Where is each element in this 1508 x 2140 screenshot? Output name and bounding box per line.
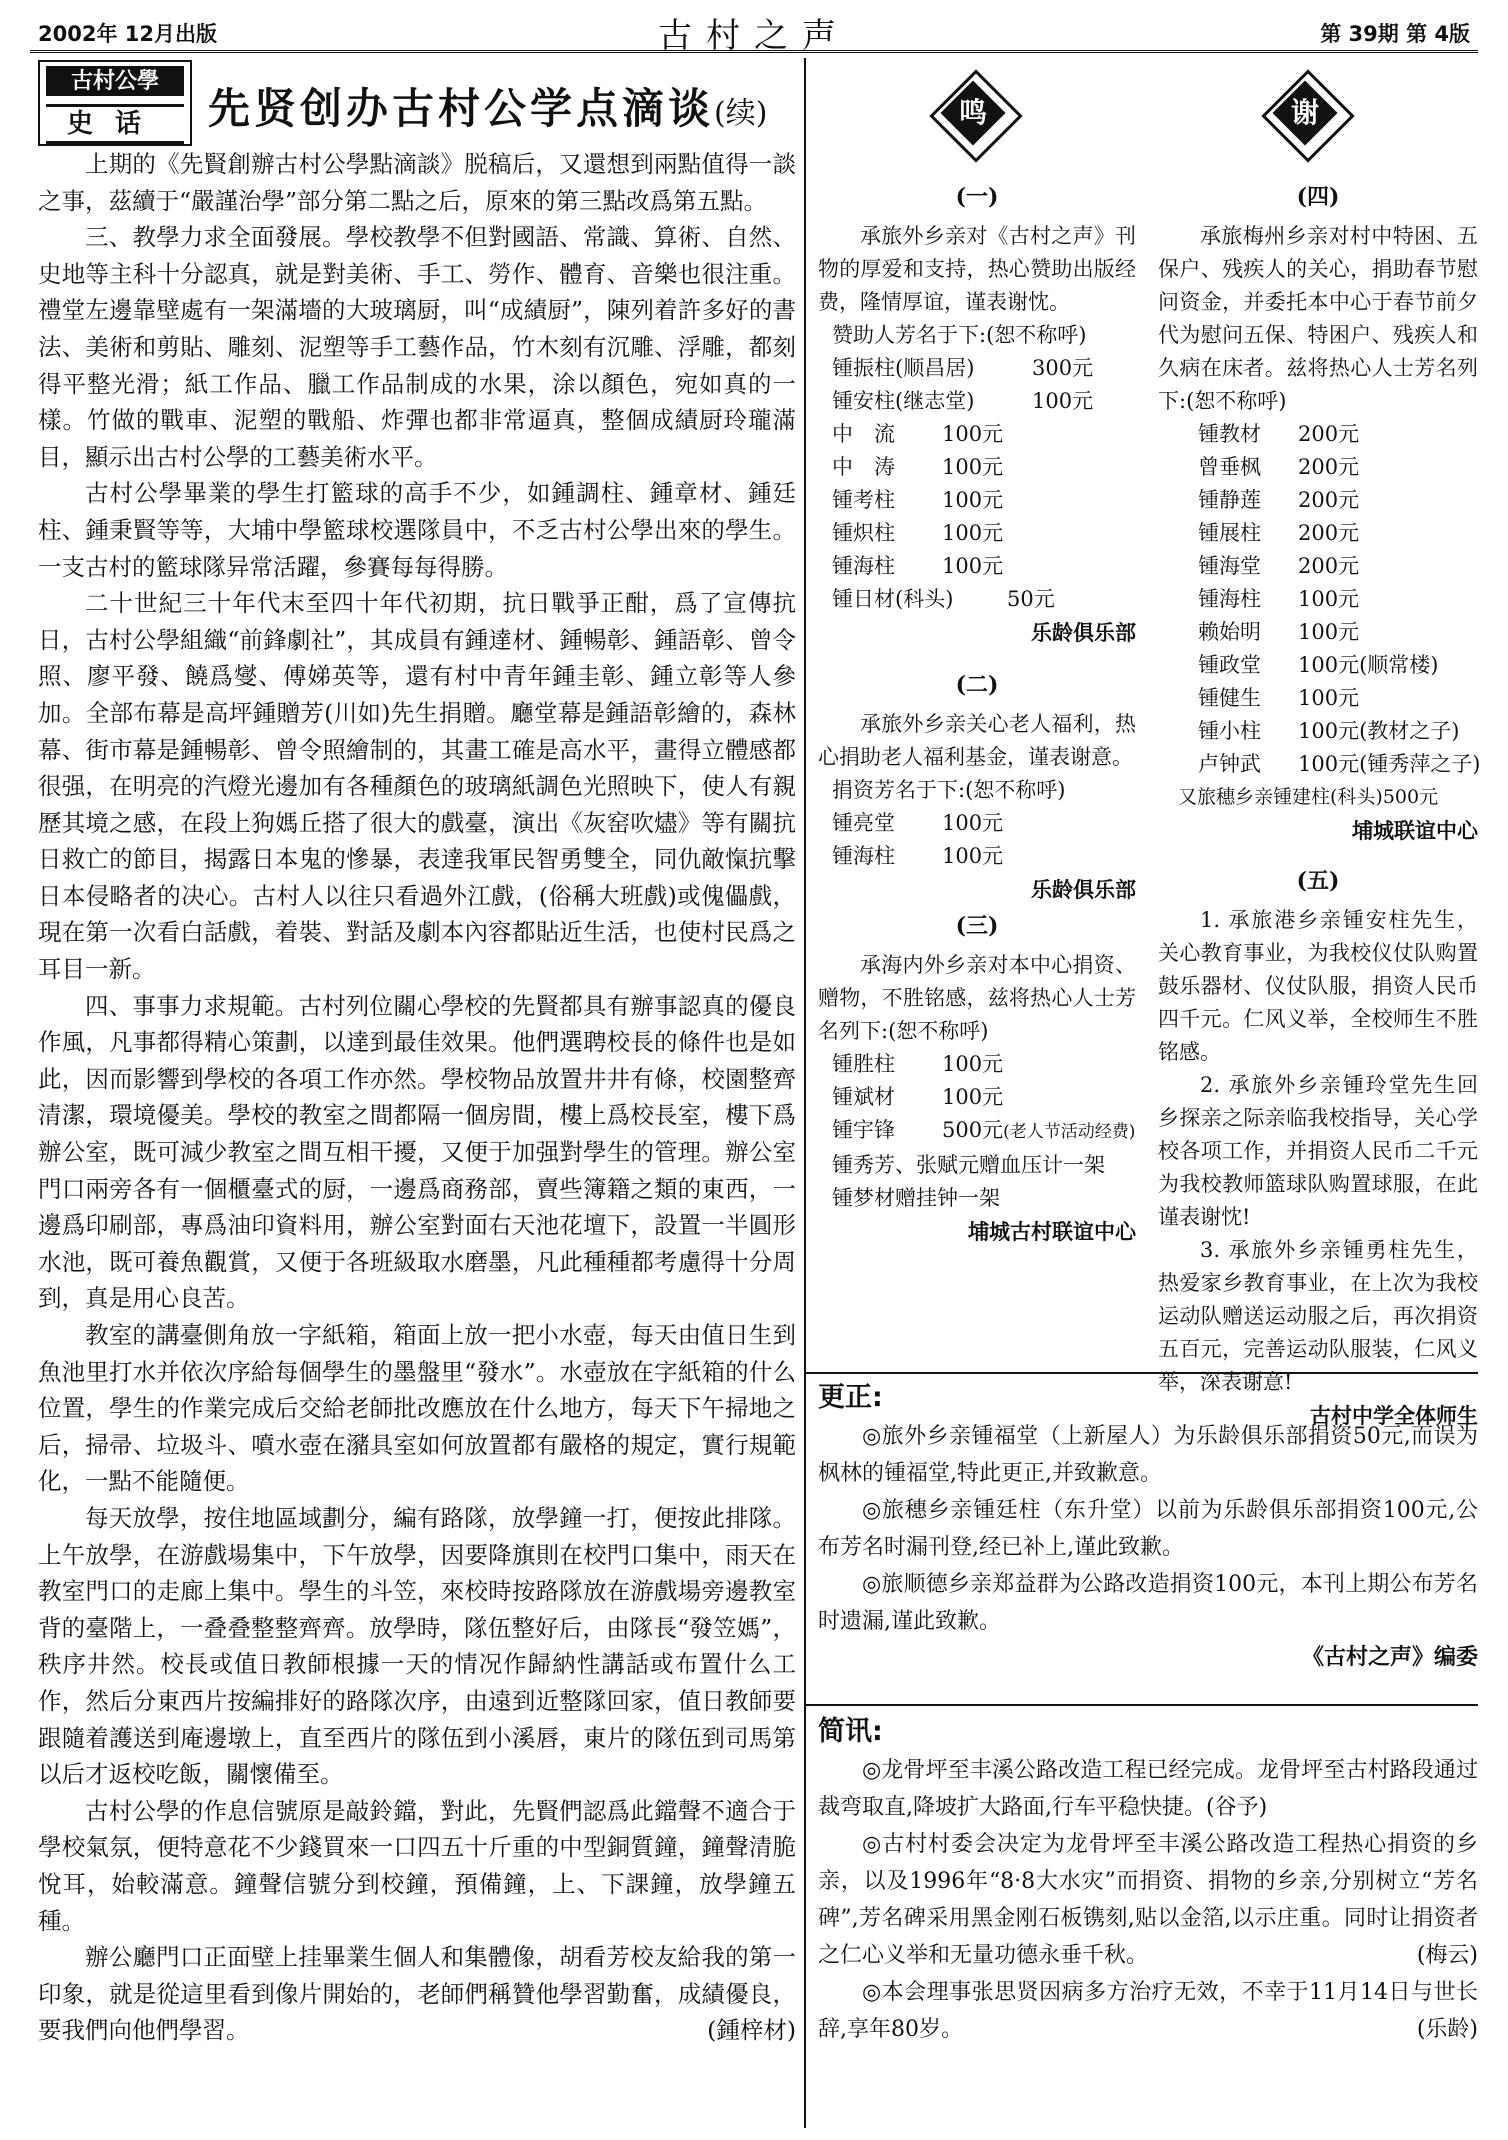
article-paragraph: 二十世紀三十年代末至四十年代初期，抗日戰爭正酣，爲了宣傳抗日，古村公學組織“前鋒劇社”，其成員有鍾達材、鍾暢彰、鍾語彰、曾令照、廖平發、饒爲燮、傅娣英等，還有村中青年鍾圭彰、鍾立彰等人參加。全部布幕是高坪鍾贈芳(川如)先生捐贈。廳堂幕是鍾語彰繪的，森林幕、街市幕是鍾暢彰、曾令照繪制的，其畫工確是高水平，畫得立體感都很强，在明亮的汽燈光邊加有各種顏色的玻璃紙調色光照映下，使人有親歷其境之感，在段上狗媽丘搭了很大的戲臺，演出《灰窑吹燼》等有關抗日救亡的節目，揭露日本鬼的慘暴，表達我軍民智勇雙全，同仇敵愾抗擊日本侵略者的决心。古村人以往只看過外江戲，(俗稱大班戲)或傀儡戲，現在第一次看白話戲，着裝、對話及劇本內容都貼近生活，也使村民爲之耳目一新。 [38, 589, 796, 984]
article-paragraph: 教室的講臺側角放一字紙箱，箱面上放一把小水壺，每天由值日生到魚池里打水并依次序給每個學生的墨盤里“發水”。水壺放在字紙箱的什么位置，學生的作業完成后交給老師批改應放在什么地方，每天下午掃地之后，掃帚、垃圾斗、噴水壺在瀦具室如何放置都有嚴格的規定，實行規範化，一點不能隨便。 [38, 1321, 796, 1496]
donor-list [1158, 418, 1481, 781]
section-signature: 乐龄俱乐部 [1031, 877, 1136, 902]
correction-item: ◎旅顺德乡亲郑益群为公路改造捐资100元，本刊上期公布芳名时遗漏,谨此致歉。 [818, 1572, 1478, 1634]
section-number: (三) [955, 913, 999, 939]
article-title-suffix: (续) [714, 96, 768, 131]
donor-list [818, 352, 1136, 616]
badge-bottom-label: 史话 [46, 104, 184, 144]
donor-row: 锺炽柱 100元 [832, 521, 1004, 545]
badge-top-label: 古村公學 [46, 66, 184, 96]
article-paragraph [38, 1939, 796, 2049]
news-section [818, 1712, 1478, 2048]
page-header [30, 6, 1478, 56]
section-signature: 埔城联谊中心 [1352, 818, 1478, 843]
article-author: (鍾梓材) [707, 2016, 796, 2045]
donor-row: 锺展柱 200元 [1198, 521, 1360, 545]
news-text: ◎古村村委会决定为龙骨坪至丰溪公路改造工程热心捐资的乡亲，以及1996年“8·8大水灾”而捐资、捐物的乡亲,分别树立“芳名碑”,芳名碑采用黑金刚石板镌刻,贴以金箔,以示庄重。同时让捐资者之仁心义举和无量功德永垂千秋。 [818, 1832, 1478, 1968]
article-title-text: 先贤创办古村公学点滴谈 [208, 84, 715, 133]
list-title: 赞助人芳名于下:(恕不称呼) [832, 323, 1087, 347]
section-number: (五) [1296, 868, 1340, 894]
ming-char: 鸣 [958, 96, 987, 129]
correction-signature: 《古村之声》编委 [1301, 1644, 1478, 1670]
donor-row: 曾垂枫 200元 [1198, 455, 1360, 479]
issue-number: 第 39期 第 4版 [1320, 22, 1470, 46]
history-article [38, 60, 796, 2049]
publish-date: 2002年 12月出版 [38, 22, 217, 46]
thanks-column-left [818, 178, 1136, 1249]
section-signature: 古村中学全体师生 [1310, 1403, 1478, 1428]
news-item [818, 1752, 1478, 1826]
correction-item: ◎旅穗乡亲锺廷柱（东升堂）以前为乐龄俱乐部捐资100元,公布芳名时漏刊登,经已补上,谨此致歉。 [818, 1498, 1478, 1560]
donor-row: 锺教材 200元 [1198, 422, 1360, 446]
donor-list [818, 1048, 1136, 1215]
donor-row: 锺考柱 100元 [832, 488, 1004, 512]
news-byline: (梅云) [1416, 1943, 1478, 1968]
donor-row: 锺振柱(顺昌居) 300元 [832, 356, 1094, 380]
section-number: (四) [1296, 184, 1340, 210]
section-intro: 承旅外乡亲对《古村之声》刊物的厚爱和支持，热心赞助出版经费，隆情厚谊，谨表谢忱。 [818, 224, 1136, 314]
news-text: ◎龙骨坪至丰溪公路改造工程已经完成。龙骨坪至古村路段通过裁弯取直,降坡扩大路面,行车平稳快捷。 [818, 1758, 1478, 1820]
donor-row: 锺海柱 100元 [1198, 587, 1360, 611]
article-paragraph: 古村公學畢業的學生打籃球的高手不少，如鍾調柱、鍾章材、鍾廷柱、鍾秉賢等等，大埔中學籃球校選隊員中，不乏古村公學出來的學生。一支古村的籃球隊异常活躍，參賽每每得勝。 [38, 479, 796, 581]
section-divider [806, 1704, 1478, 1706]
news-item [818, 1826, 1478, 1974]
article-title [208, 76, 767, 136]
xie-emblem [1260, 68, 1350, 158]
thanks-item: 2. 承旅外乡亲锺玲堂先生回乡探亲之际亲临我校指导，关心学校各项工作，并捐资人民币二千元为我校教师篮球队购置球服，在此谨表谢忱! [1158, 1073, 1478, 1229]
column-divider [804, 58, 806, 2128]
article-paragraph: 三、教學力求全面發展。學校教學不但對國語、常識、算術、自然、史地等主科十分認真，就是對美術、手工、勞作、體育、音樂也很注重。禮堂左邊靠壁處有一架滿墻的大玻璃厨，叫“成績厨”，陳列着許多好的書法、美術和剪貼、雕刻、泥塑等手工藝作品，竹木刻有沉雕、浮雕，都刻得平整光滑；紙工作品、臘工作品制成的水果，涂以顏色，宛如真的一樣。竹做的戰車、泥塑的戰船、炸彈也都非常逼真，整個成績厨玲瓏滿目，顯示出古村公學的工藝美術水平。 [38, 223, 796, 471]
news-item [818, 1974, 1478, 2048]
donor-row: 锺海堂 200元 [1198, 554, 1360, 578]
donor-row: 锺胜柱 100元 [832, 1052, 1004, 1076]
column-badge [38, 60, 192, 146]
donor-row: 锺斌材 100元 [832, 1085, 1004, 1109]
donor-row: 锺日材(科头) 50元 [832, 587, 1055, 611]
news-title: 简讯: [818, 1716, 883, 1747]
correction-title: 更正: [818, 1382, 883, 1413]
thanks-item: 1. 承旅港乡亲锺安柱先生，关心教育事业，为我校仪仗队购置鼓乐器材、仪仗队服，捐资人民币四千元。仁风义举，全校师生不胜铭感。 [1158, 908, 1478, 1064]
thanks-item: 3. 承旅外乡亲锺勇柱先生，热爱家乡教育事业，在上次为我校运动队赠送运动服之后，再次捐资五百元，完善运动队服装，仁风义举，深表谢意! [1158, 1238, 1478, 1394]
donor-row: 锺安柱(继志堂) 100元 [832, 389, 1094, 413]
section-signature: 埔城古村联谊中心 [968, 1219, 1136, 1244]
section-divider [806, 1372, 1478, 1374]
donor-row: 中 涛 100元 [832, 455, 1004, 479]
section-number: (二) [955, 672, 999, 698]
donor-list [818, 807, 1136, 873]
donor-row: 卢钟武 100元(锺秀萍之子) [1198, 752, 1481, 776]
donor-row: 锺静莲 200元 [1198, 488, 1360, 512]
news-byline: (谷予) [1206, 1795, 1268, 1820]
section-number: (一) [955, 184, 999, 210]
news-text: ◎本会理事张思贤因病多方治疗无效，不幸于11月14日与世长辞,享年80岁。 [818, 1980, 1478, 2042]
section-intro: 承旅外乡亲关心老人福利，热心捐助老人福利基金，谨表谢意。 [818, 712, 1136, 769]
news-byline: (乐龄) [1416, 2017, 1478, 2042]
donation-note: 锺梦材赠挂钟一架 [832, 1186, 1000, 1210]
donor-row: 锺海柱 100元 [832, 554, 1004, 578]
article-paragraph-text: 辦公廳門口正面壁上挂畢業生個人和集體像，胡看芳校友給我的第一印象，就是從這里看到像片開始的，老師們稱贊他學習勤奮，成績優良，要我們向他們學習。 [38, 1943, 796, 2045]
donation-note: 锺秀芳、张赋元赠血压计一架 [832, 1153, 1105, 1177]
donor-row: 锺政堂 100元(顺常楼) [1198, 653, 1439, 677]
list-title: 捐资芳名于下:(恕不称呼) [832, 778, 1066, 802]
donor-row: 锺健生 100元 [1198, 686, 1360, 710]
section-intro: 承海内外乡亲对本中心捐资、赠物，不胜铭感，兹将热心人士芳名列下:(恕不称呼) [818, 953, 1136, 1043]
article-paragraph: 古村公學的作息信號原是敲鈴鐺，對此，先賢們認爲此鐺聲不適合于學校氣氛，便特意花不少錢買來一口四五十斤重的中型銅質鐘，鐘聲清脆悅耳，始較滿意。鐘聲信號分到校鐘，預備鐘，上、下課鐘，放學鐘五種。 [38, 1796, 796, 1935]
donor-row: 锺亮堂 100元 [832, 811, 1004, 835]
donor-row: 锺小柱 100元(教材之子) [1198, 719, 1460, 743]
article-paragraph: 上期的《先賢創辦古村公學點滴談》脱稿后，又還想到兩點值得一談之事，茲續于“嚴謹治學”部分第二點之后，原來的第三點改爲第五點。 [38, 150, 796, 215]
article-paragraph: 每天放學，按住地區域劃分，編有路隊，放學鐘一打，便按此排隊。上午放學，在游戲場集中，下午放學，因要降旗則在校門口集中，雨天在教室門口的走廊上集中。學生的斗笠，來校時按路隊放在游戲場旁邊教室背的臺階上，一叠叠整整齊齊。放學時，隊伍整好后，由隊長“發笠媽”，秩序井然。校長或值日教師根據一天的情况作歸納性講話或布置什么工作，然后分東西片按編排好的路隊次序，由遠到近整隊回家，值日教師要跟隨着護送到庵邊墩上，直至西片的隊伍到小溪唇，東片的隊伍到司馬第以后才返校吃飯，關懷備至。 [38, 1503, 796, 1789]
donor-row: 锺海柱 100元 [832, 844, 1004, 868]
xie-char: 谢 [1290, 96, 1319, 129]
newspaper-title: 古村之声 [658, 16, 850, 56]
article-header [38, 60, 796, 146]
correction-item: ◎旅外乡亲锺福堂（上新屋人）为乐龄俱乐部捐资50元,而误为枫林的锺福堂,特此更正,并致歉意。 [818, 1424, 1478, 1486]
section-signature: 乐龄俱乐部 [1031, 620, 1136, 645]
ming-emblem [928, 68, 1018, 158]
donor-row: 中 流 100元 [832, 422, 1004, 446]
correction-section [818, 1378, 1478, 1674]
article-paragraph: 四、事事力求規範。古村列位關心學校的先賢都具有辦事認真的優良作風，凡事都得精心策劃，以達到最佳效果。他們選聘校長的條件也是如此，因而影響到學校的各項工作亦然。學校物品放置井井有條，校園整齊清潔，環境優美。學校的教室之間都隔一個房間，樓上爲校長室，樓下爲辦公室，既可減少教室之間互相干擾，又便于加强對學生的管理。辦公室門口兩旁各有一個櫃臺式的厨，一邊爲商務部，賣些簿籍之類的東西，一邊爲印刷部，專爲油印資料用，辦公室對面右天池花壇下，設置一半圓形水池，既可養魚觀賞，又便于各班級取水磨墨，凡此種種都考慮得十分周到，真是用心良苦。 [38, 991, 796, 1313]
donation-note: 又旅穗乡亲锺建柱(科头)500元 [1178, 786, 1439, 808]
thanks-column-right [1158, 178, 1481, 1433]
donor-row: 锺宇锋 500元(老人节活动经费) [832, 1118, 1136, 1142]
donor-row: 赖始明 100元 [1198, 620, 1360, 644]
section-intro: 承旅梅州乡亲对村中特困、五保户、残疾人的关心，捐助春节慰问资金，并委托本中心于春节前夕代为慰问五保、特困户、残疾人和久病在床者。兹将热心人士芳名列下:(恕不称呼) [1158, 224, 1478, 413]
